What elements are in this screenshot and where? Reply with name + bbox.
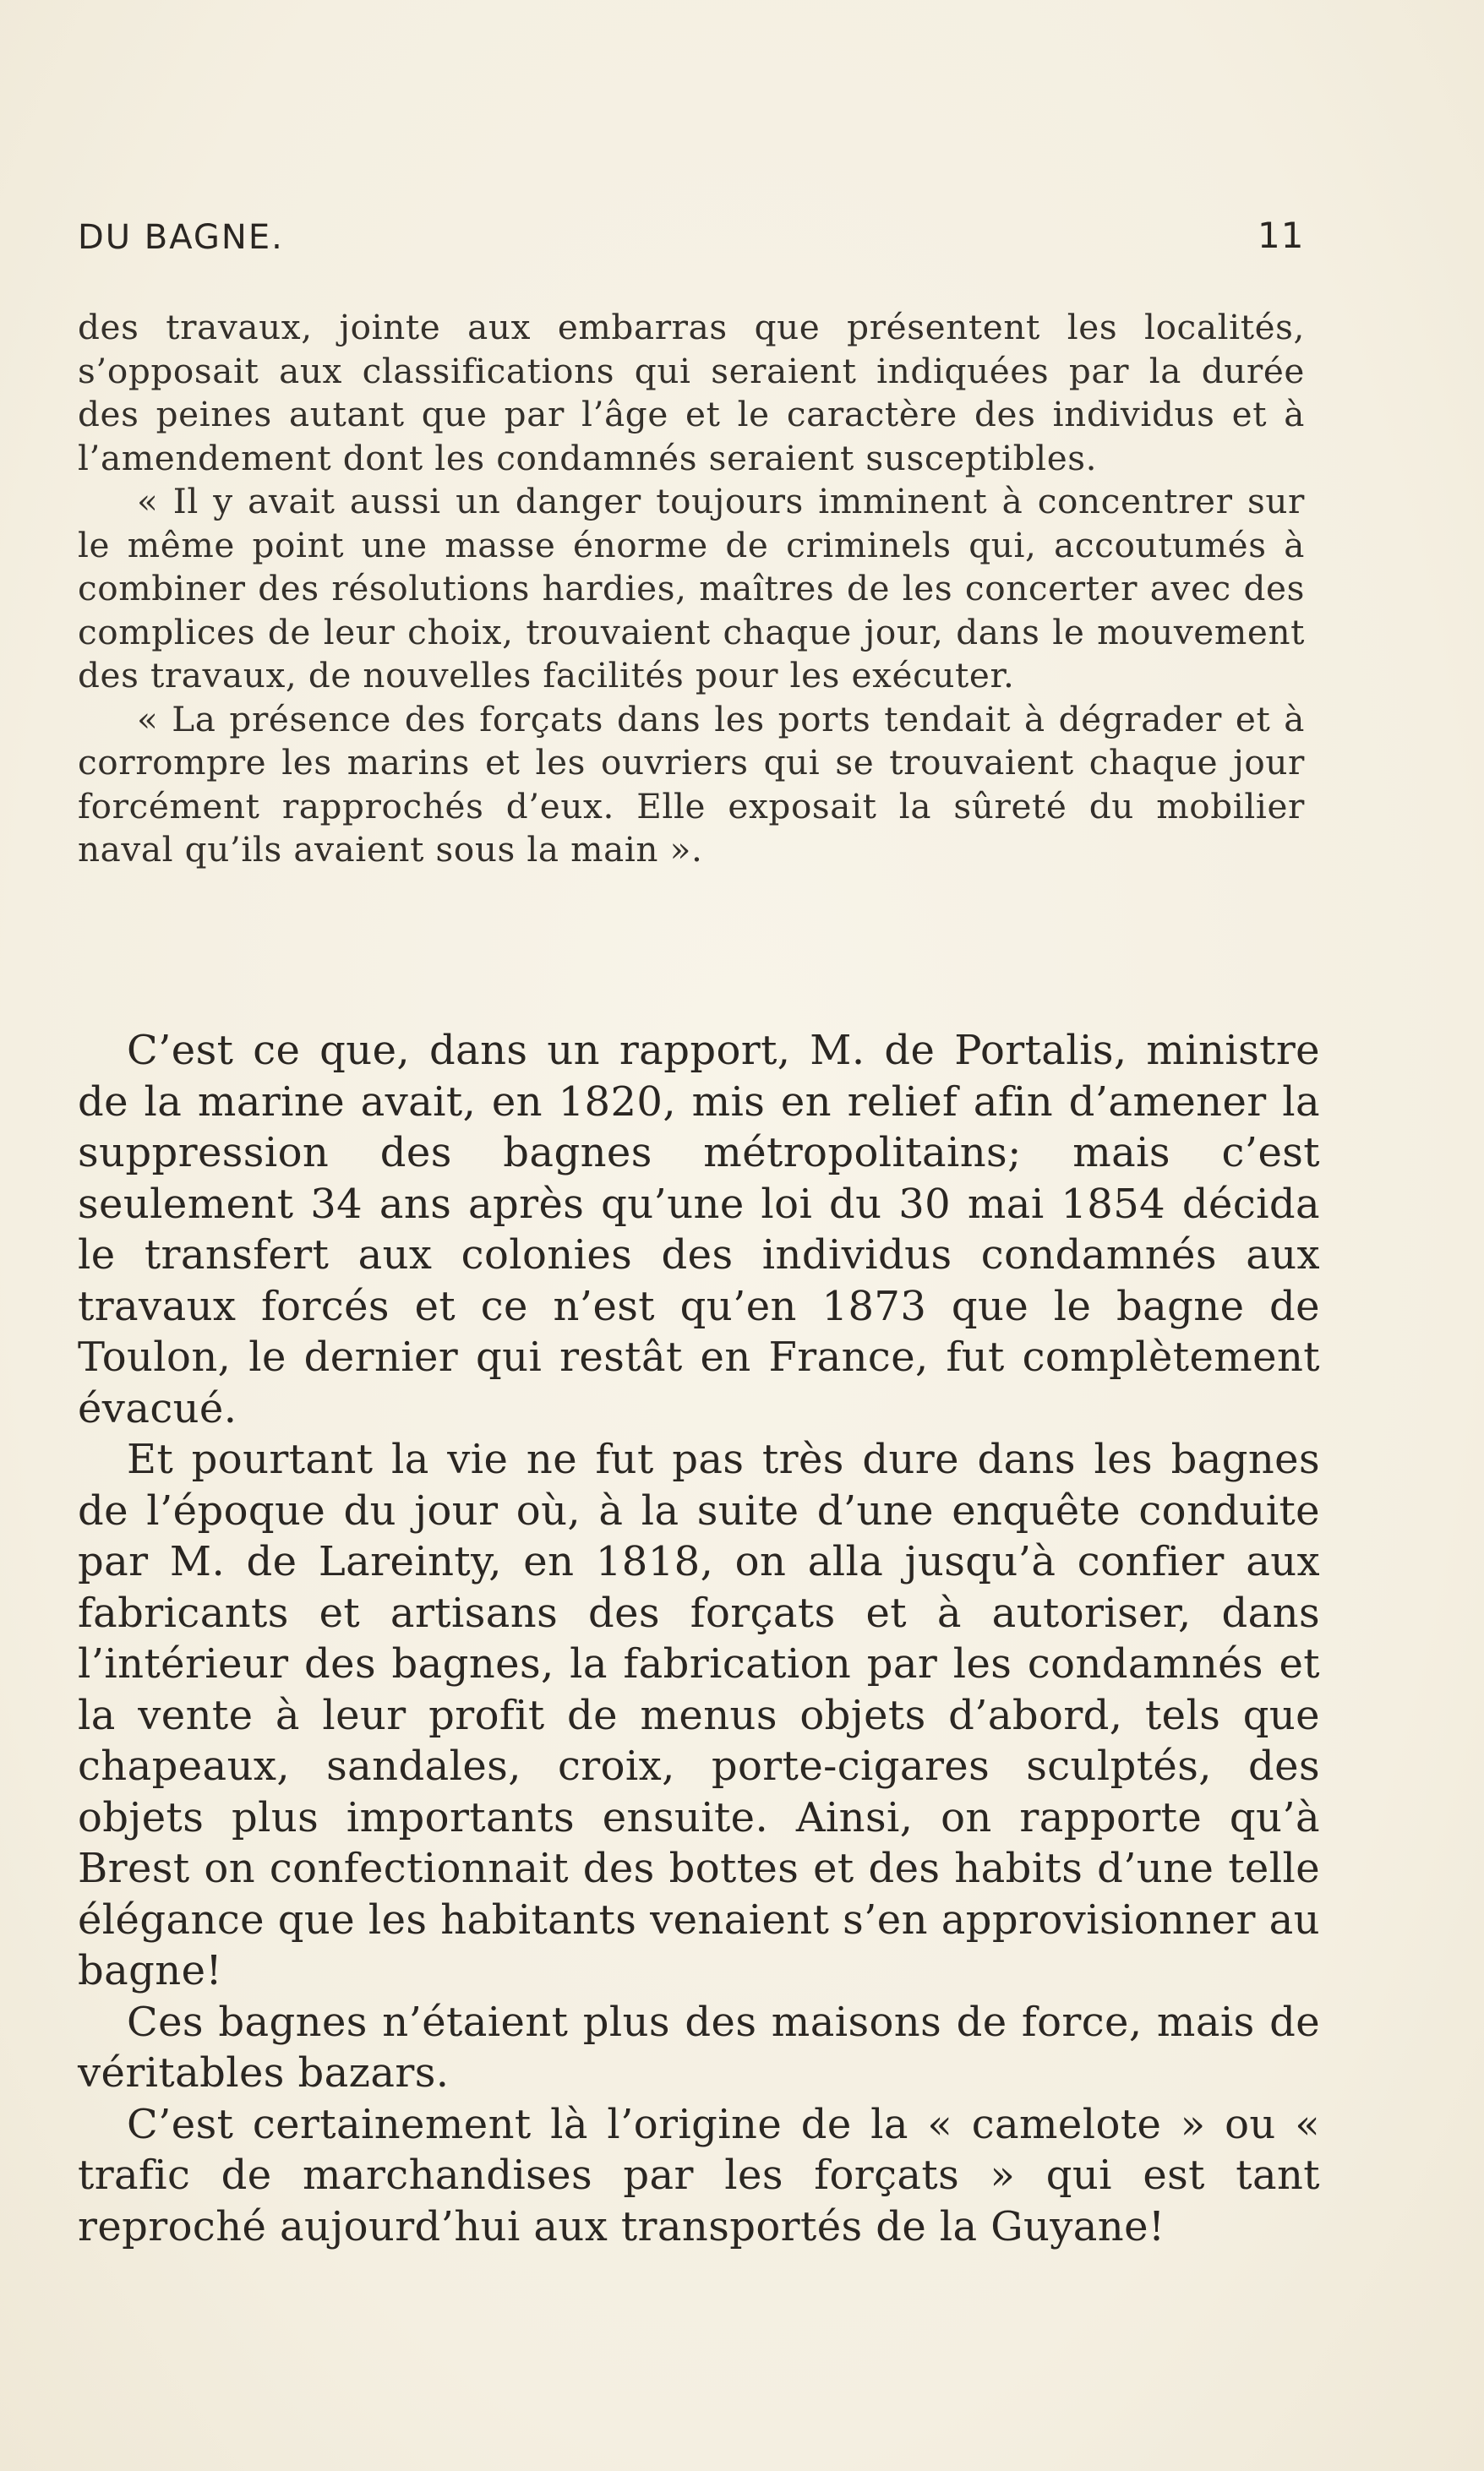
page-number: 11 bbox=[1258, 215, 1305, 256]
body-paragraph: Et pourtant la vie ne fut pas très dure dans les bagnes de l’époque du jour où, à la suite d’une enquête conduite par M. de Lareinty, en 1818, on alla jusqu’à confier aux fabricants et artisans des forçats et à autoriser, dans l’intérieur des bagnes, la fabrication par les condamnés et la vente à leur profit de menus objets d’abord, tels que chapeaux, sandales, croix, porte-cigares sculptés, des objets plus importants ensuite. Ainsi, on rapporte qu’à Brest on confectionnait des bottes et des habits d’une telle élégance que les habitants venaient s’en approvisionner au bagne! bbox=[78, 1436, 1320, 1994]
body-paragraph: Ces bagnes n’étaient plus des maisons de force, mais de véritables bazars. bbox=[78, 1998, 1320, 2097]
main-text bbox=[78, 1025, 1320, 2252]
quote-paragraph: « Il y avait aussi un danger toujours imminent à concentrer sur le même point une masse énorme de criminels qui, accoutumés à combiner des résolutions hardies, maîtres de les concerter avec des complices de leur choix, trouvaient chaque jour, dans le mouvement des travaux, de nouvelles facilités pour les exécuter. bbox=[78, 481, 1305, 695]
body-paragraph: C’est ce que, dans un rapport, M. de Portalis, ministre de la marine avait, en 1820, mis en relief afin d’amener la suppression des bagnes métropolitains; mais c’est seulement 34 ans après qu’une loi du 30 mai 1854 décida le transfert aux colonies des individus condamnés aux travaux forcés et ce n’est qu’en 1873 que le bagne de Toulon, le dernier qui restât en France, fut complètement évacué. bbox=[78, 1027, 1320, 1432]
body-paragraph: C’est certainement là l’origine de la « camelote » ou « trafic de marchandises par les forçats » qui est tant reproché aujourd’hui aux transportés de la Guyane! bbox=[78, 2100, 1320, 2250]
quote-paragraph: des travaux, jointe aux embarras que présentent les localités, s’opposait aux classifications qui seraient indiquées par la durée des peines autant que par l’âge et le caractère des individus et à l’amendement dont les condamnés seraient susceptibles. bbox=[78, 307, 1305, 478]
quoted-report-excerpt bbox=[78, 306, 1305, 872]
running-title: DU BAGNE. bbox=[78, 218, 284, 257]
quote-paragraph: « La présence des forçats dans les ports tendait à dégrader et à corrompre les marins et les ouvriers qui se trouvaient chaque jour forcément rapprochés d’eux. Elle exposait la sûreté du mobilier naval qu’ils avaient sous la main ». bbox=[78, 698, 1305, 870]
